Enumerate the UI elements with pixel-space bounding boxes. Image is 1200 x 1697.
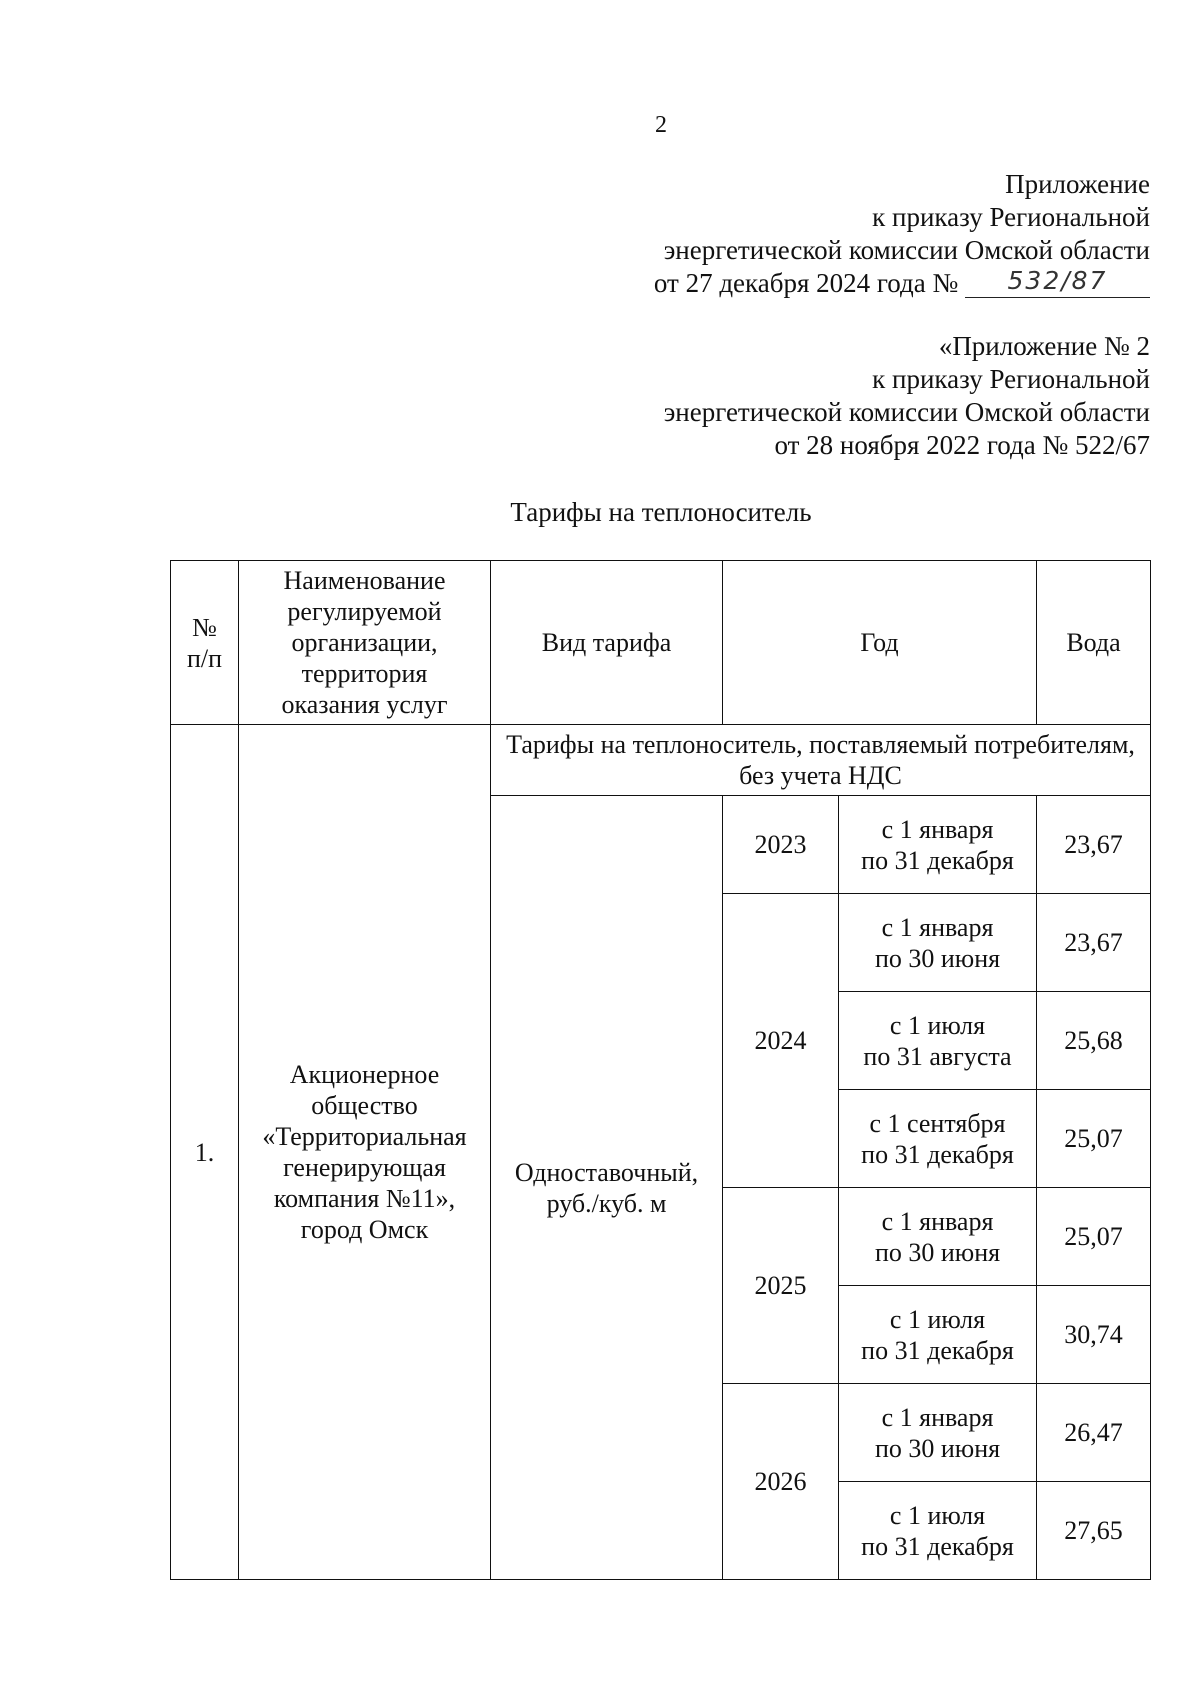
tariff-table	[170, 560, 1151, 1580]
period-cell: с 1 июля по 31 декабря	[839, 1482, 1037, 1580]
water-value-cell: 26,47	[1037, 1384, 1151, 1482]
prev-appendix-line: к приказу Региональной	[872, 364, 1150, 394]
table-row	[171, 725, 1151, 796]
table-subheader: Тарифы на теплоноситель, поставляемый потребителям, без учета НДС	[491, 725, 1151, 796]
period-cell: с 1 января по 30 июня	[839, 894, 1037, 992]
water-value-cell: 30,74	[1037, 1286, 1151, 1384]
tariff-type: Одноставочный, руб./куб. м	[491, 796, 723, 1580]
period-cell: с 1 июля по 31 декабря	[839, 1286, 1037, 1384]
page-number: 2	[655, 112, 667, 138]
water-value-cell: 23,67	[1037, 796, 1151, 894]
water-value-cell: 25,07	[1037, 1090, 1151, 1188]
period-cell: с 1 января по 30 июня	[839, 1384, 1037, 1482]
water-value-cell: 25,07	[1037, 1188, 1151, 1286]
header-water: Вода	[1037, 561, 1151, 725]
order-number-field	[965, 267, 1150, 298]
appendix-line: к приказу Региональной	[872, 202, 1150, 232]
header-row-number: № п/п	[171, 561, 239, 725]
water-value-cell: 25,68	[1037, 992, 1151, 1090]
water-value-cell: 27,65	[1037, 1482, 1151, 1580]
period-cell: с 1 июля по 31 августа	[839, 992, 1037, 1090]
table-header-row	[171, 561, 1151, 725]
appendix-line: Приложение	[1005, 169, 1150, 199]
year-cell: 2025	[723, 1188, 839, 1384]
period-cell: с 1 января по 30 июня	[839, 1188, 1037, 1286]
header-tariff-type: Вид тарифа	[491, 561, 723, 725]
period-cell: с 1 сентября по 31 декабря	[839, 1090, 1037, 1188]
appendix-header	[654, 168, 1150, 300]
prev-appendix-line: от 28 ноября 2022 года № 522/67	[774, 430, 1150, 460]
year-cell: 2023	[723, 796, 839, 894]
previous-appendix-header	[664, 330, 1150, 462]
year-cell: 2026	[723, 1384, 839, 1580]
period-cell: с 1 января по 31 декабря	[839, 796, 1037, 894]
year-cell: 2024	[723, 894, 839, 1188]
header-organization: Наименование регулируемой организации, территория оказания услуг	[239, 561, 491, 725]
appendix-line: энергетической комиссии Омской области	[663, 235, 1150, 265]
water-value-cell: 23,67	[1037, 894, 1151, 992]
handwritten-order-number: 532/87	[1007, 266, 1108, 295]
header-year: Год	[723, 561, 1037, 725]
appendix-date-text: от 27 декабря 2024 года №	[653, 268, 959, 298]
prev-appendix-line: энергетической комиссии Омской области	[663, 397, 1150, 427]
prev-appendix-line: «Приложение № 2	[938, 331, 1150, 361]
organization-name: Акционерное общество «Территориальная генерирующая компания №11», город Омск	[239, 725, 491, 1580]
document-title: Тарифы на теплоноситель	[510, 497, 812, 527]
appendix-date-line	[654, 267, 1150, 300]
row-number: 1.	[171, 725, 239, 1580]
